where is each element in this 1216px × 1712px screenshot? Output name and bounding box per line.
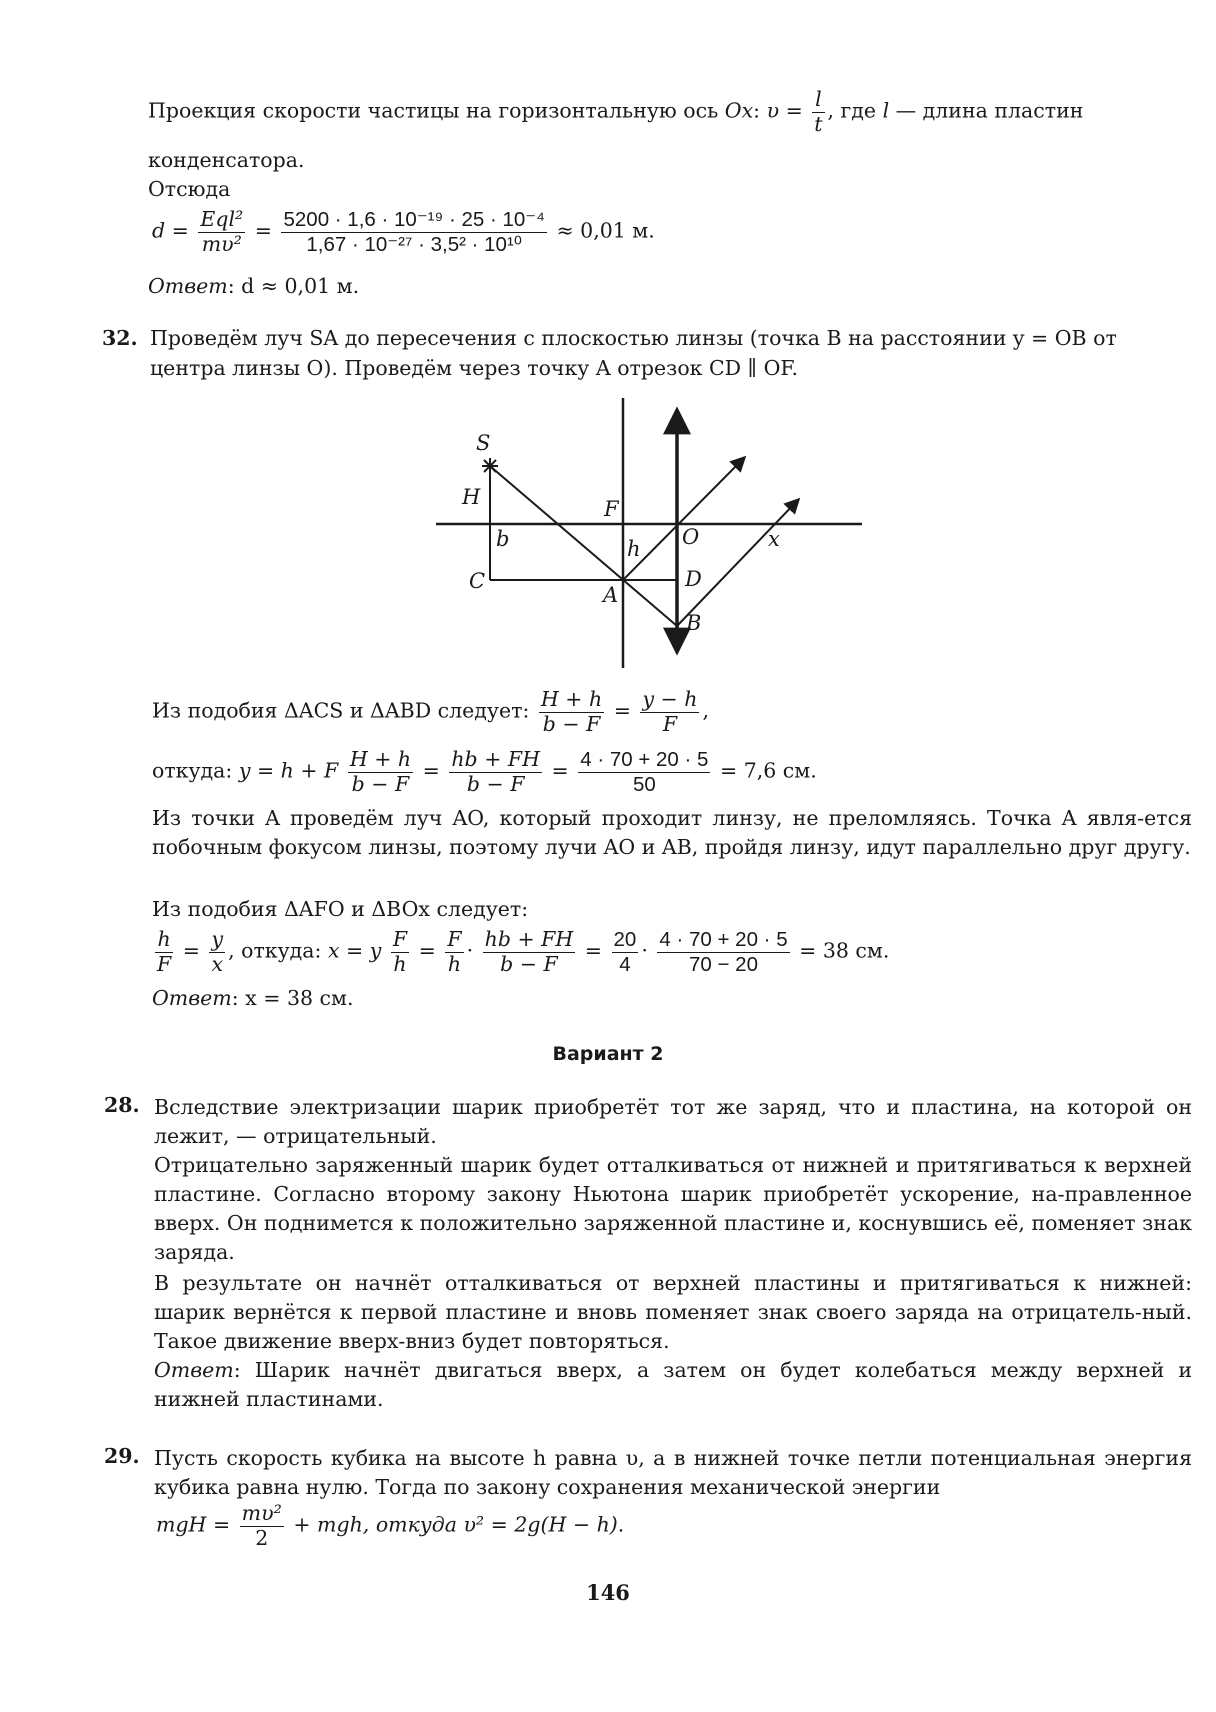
problem-28-p3: В результате он начнёт отталкиваться от верхней пластины и притягиваться к нижней: шарик вернётся к первой пластине и вновь поменяет знак своего заряда на отрицатель-ный. Такое движение вверх-вниз будет повторяться. [154,1271,1192,1353]
label-C: C [469,569,486,593]
sim1-left-fraction: $\frac{H + h}{b - F}$ [540,687,603,736]
label-O: O [682,525,700,549]
problem-28-p2: Отрицательно заряженный шарик будет отталкиваться от нижней и притягиваться к верхней пластине. Согласно второму закону Ньютона шарик приобретёт ускорение, на-правленное вверх. Он поднимется к положительно заряженной пластине и, коснувшись её, поменяет знак заряда. [154,1153,1192,1264]
answer-d: Ответ: d ≈ 0,01 м. [148,274,360,298]
label-D: D [685,567,702,591]
source-star-icon [482,458,498,474]
lens-ray-diagram [0,0,1216,700]
y-fraction-3: $\frac{4 \cdot 70 + 20 \cdot 5}{50}$ [580,748,709,796]
y-formula-line: откуда: y = h + F $\frac{H + h}{b - F}$ = $\frac{hb + FH}{b - F}$ = $\frac{4 \cdot 70 + 20 \cdot 5}{50}$ = 7,6 см. [152,747,817,796]
ray-ao [623,458,744,580]
label-A: A [603,583,619,607]
F-over-h-fraction-1: $\frac{F}{h}$ [392,927,408,976]
problem-32-number: 32. [102,326,138,350]
label-h: h [627,537,641,561]
ray-bx [677,500,798,626]
numeric-x-fraction: $\frac{4 \cdot 70 + 20 \cdot 5}{70 - 20}$ [659,928,788,976]
y-fraction-2: $\frac{hb + FH}{b - F}$ [451,747,540,796]
page-number: 146 [586,1580,630,1605]
problem-28-answer: Ответ: Шарик начнёт двигаться вверх, а затем он будет колебаться между верхней и нижней пластинами. [154,1358,1192,1411]
label-b: b [496,527,510,551]
paragraph-ao-ray: Из точки A проведём луч AO, который проходит линзу, не преломляясь. Точка A явля-ется побочным фокусом линзы, поэтому лучи AO и AB, пройдя линзу, идут параллельно друг другу. [152,806,1192,859]
x-formula-line: $\frac{h}{F}$ = $\frac{y}{x}$ , откуда: x = y $\frac{F}{h}$ = $\frac{F}{h}$ · $\frac{hb + FH}{b - F}$ = $\frac{20}{4}$ · $\frac{4 \cdot 70 + 20 \cdot 5}{70 - 20}$ = 38 см. [157,927,890,976]
h-over-F-fraction: $\frac{h}{F}$ [157,927,172,976]
F-over-h-fraction-2: $\frac{F}{h}$ [447,927,462,976]
y-fraction-1: $\frac{H + h}{b - F}$ [349,747,412,796]
d-formula: d = $\frac{\text{Eql²}}{\text{mυ²}}$ = $\frac{\text{5200 · 1,6 · 10⁻¹⁹ · 25 · 10⁻⁴}}{\text{1,67 · 10⁻²⁷ · 3,5² · 10¹⁰}}$ ≈ 0,01 м. [152,207,655,256]
similarity-2-line: Из подобия ΔAFO и ΔBOx следует: [152,897,529,921]
problem-32-line1: Проведём луч SA до пересечения с плоскостью линзы (точка B на расстоянии y = OB от [150,326,1117,350]
energy-formula: mgH = $\frac{\text{mυ²}}{2}$ + mgh, откуда υ² = 2g(H − h). [156,1501,625,1550]
problem-29-number: 29. [104,1444,140,1468]
ray-sab [490,466,677,626]
problem-32-line2: центра линзы O). Проведём через точку A отрезок CD ∥ OF. [150,356,798,380]
similarity-1-line: Из подобия ΔACS и ΔABD следует: $\frac{H + h}{b - F}$ = $\frac{y - h}{F}$ , [152,687,709,736]
label-B: B [686,611,702,635]
hb-fraction: $\frac{hb + FH}{b - F}$ [484,927,574,976]
answer-x: Ответ: x = 38 см. [152,986,354,1010]
numeric-fraction: $\frac{\text{5200 · 1,6 · 10⁻¹⁹ · 25 · 10⁻⁴}}{\text{1,67 · 10⁻²⁷ · 3,5² · 10¹⁰}}$ [283,208,545,256]
label-S: S [476,431,491,455]
velocity-projection-line: Проекция скорости частицы на горизонтальную ось Ox: υ = $\frac{l}{t}$ , где l — длина пластин [148,87,1084,136]
label-H: H [462,485,481,509]
problem-29-p1: Пусть скорость кубика на высоте h равна υ, а в нижней точке петли потенциальная энергия кубика равна нулю. Тогда по закону сохранения механической энергии [154,1446,1192,1499]
mv2-over-2-fraction: $\frac{\text{mυ²}}{2}$ [241,1501,282,1550]
capacitor-line: конденсатора. [148,148,305,172]
problem-28-number: 28. [104,1093,140,1117]
otsyuda-label: Отсюда [148,177,231,201]
eql2-fraction: $\frac{\text{Eql²}}{\text{mυ²}}$ [200,207,244,256]
y-over-x-fraction: $\frac{y}{x}$ [211,927,224,976]
label-F: F [604,497,619,521]
sim1-right-fraction: $\frac{y - h}{F}$ [642,687,698,736]
problem-28-p1: Вследствие электризации шарик приобретёт тот же заряд, что и пластина, на которой он лежит, — отрицательный. [154,1095,1192,1148]
variant-heading: Вариант 2 [552,1043,664,1065]
label-x: x [768,527,780,551]
l-over-t-fraction: $\frac{l}{t}$ [814,87,823,136]
20-over-4-fraction: $\frac{20}{4}$ [613,928,637,976]
